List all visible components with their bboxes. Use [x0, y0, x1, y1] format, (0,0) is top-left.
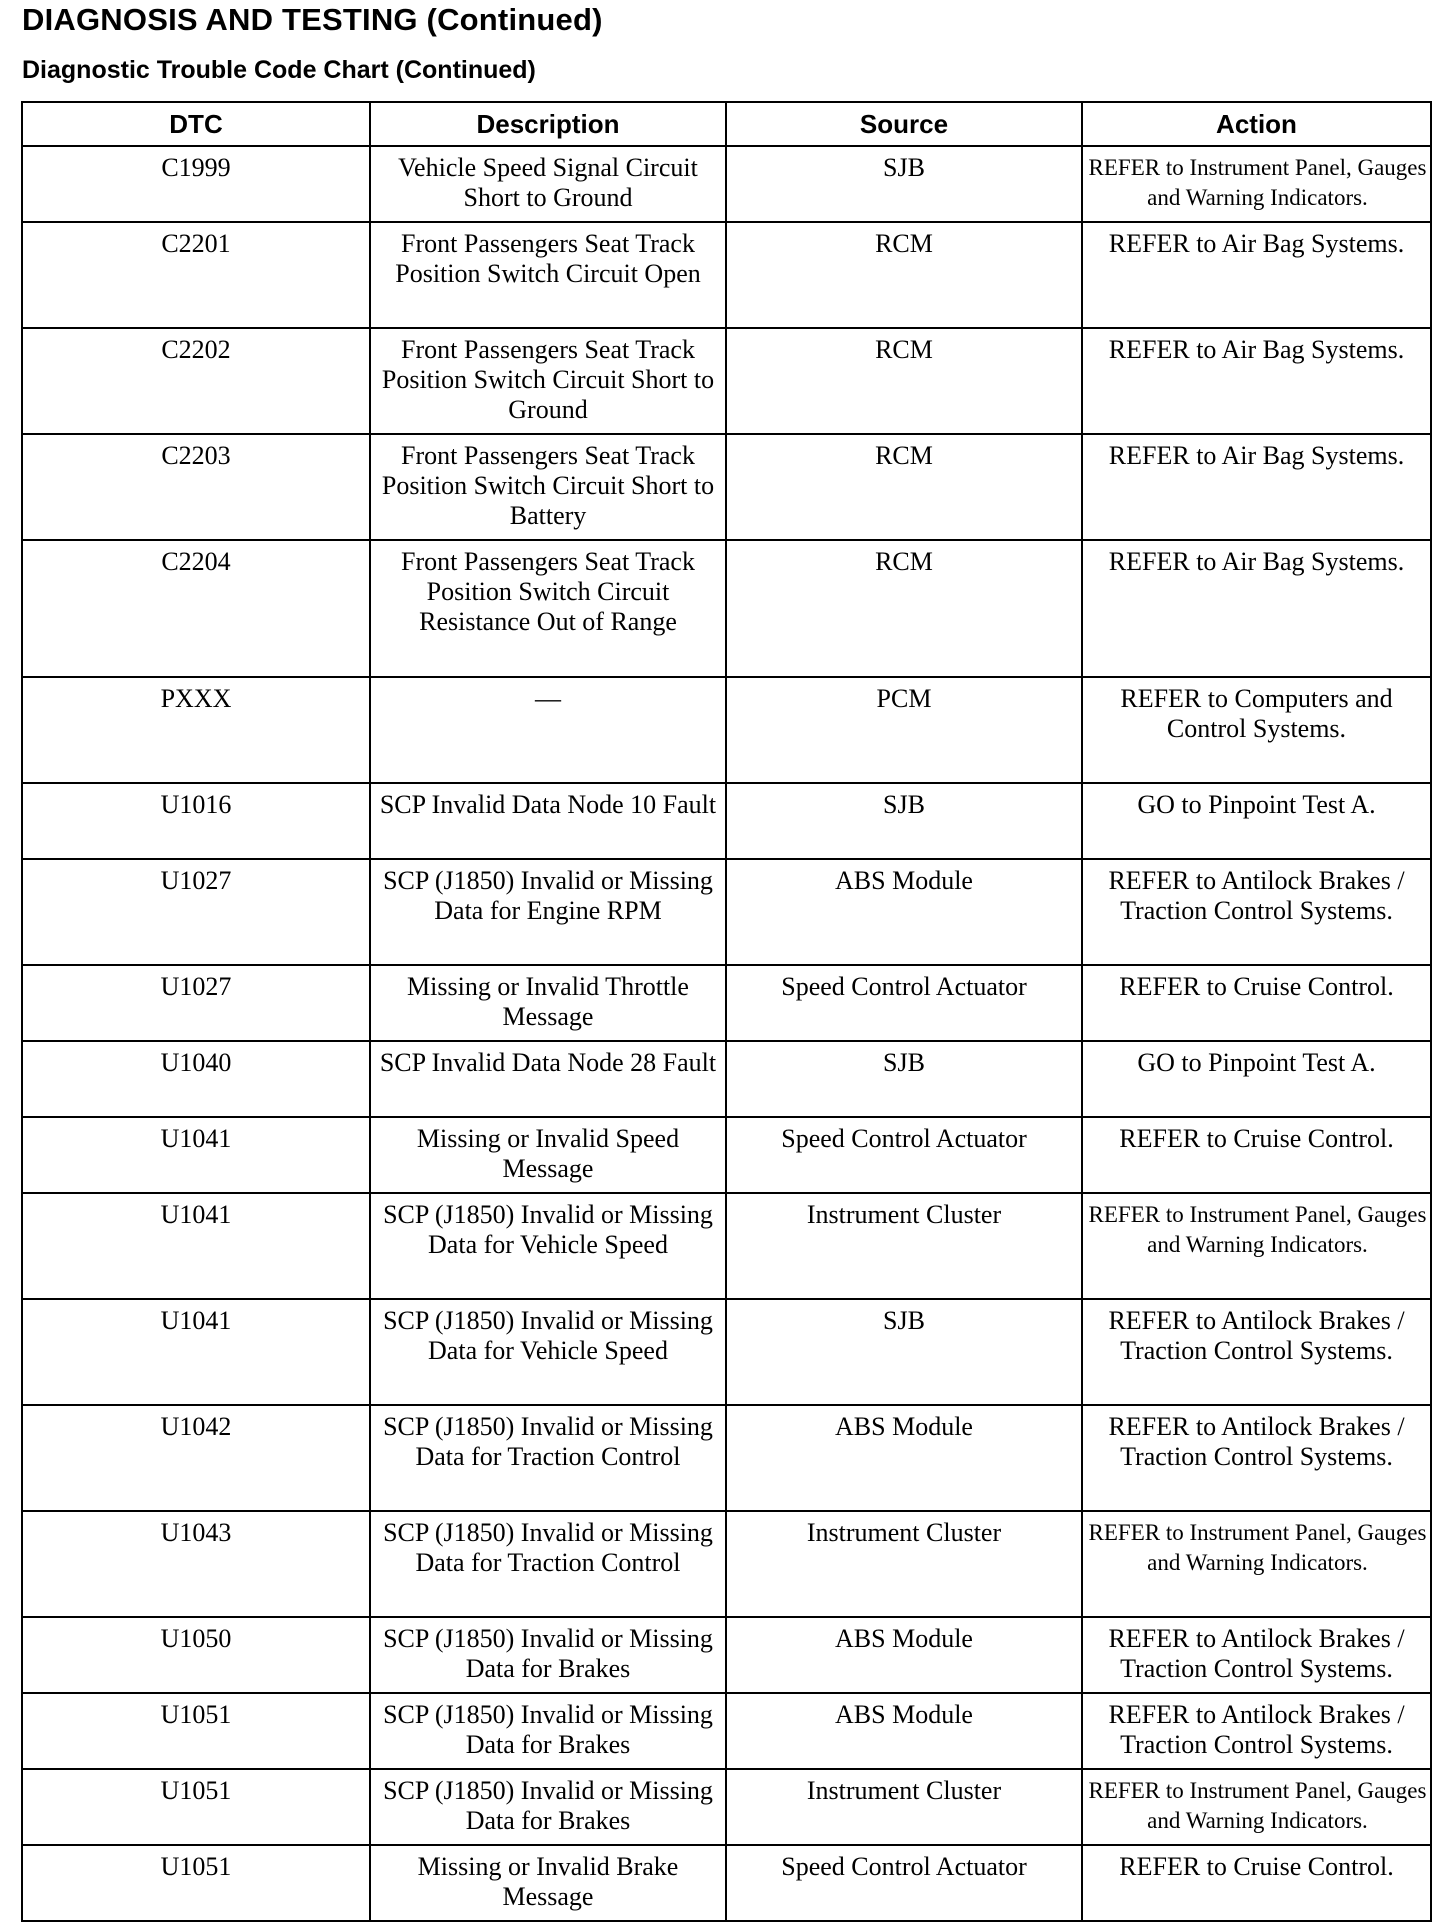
dtc-cell: U1040 — [22, 1041, 370, 1117]
source-cell: Instrument Cluster — [726, 1193, 1082, 1299]
action-cell: REFER to Air Bag Systems. — [1082, 434, 1431, 540]
dtc-chart-table — [21, 101, 1432, 1922]
table-row — [22, 965, 1431, 1041]
action-cell: REFER to Antilock Brakes / Traction Control Systems. — [1082, 859, 1431, 965]
source-cell: SJB — [726, 1041, 1082, 1117]
dtc-cell: U1051 — [22, 1693, 370, 1769]
dtc-cell: C2201 — [22, 222, 370, 328]
header-description: Description — [370, 102, 726, 146]
table-row — [22, 1693, 1431, 1769]
table-row — [22, 1845, 1431, 1921]
action-text: REFER to Instrument Panel, Gauges and Warning Indicators. — [1088, 1778, 1427, 1833]
source-cell: RCM — [726, 328, 1082, 434]
table-row — [22, 1193, 1431, 1299]
header-source: Source — [726, 102, 1082, 146]
action-cell: REFER to Air Bag Systems. — [1082, 540, 1431, 677]
action-cell: GO to Pinpoint Test A. — [1082, 1041, 1431, 1117]
dtc-cell: U1041 — [22, 1299, 370, 1405]
dtc-cell: U1027 — [22, 859, 370, 965]
source-cell: Speed Control Actuator — [726, 1117, 1082, 1193]
table-row — [22, 540, 1431, 677]
table-row — [22, 222, 1431, 328]
description-cell: Front Passengers Seat Track Position Switch Circuit Open — [370, 222, 726, 328]
dtc-cell: U1042 — [22, 1405, 370, 1511]
action-text: REFER to Instrument Panel, Gauges and Warning Indicators. — [1088, 1520, 1427, 1575]
description-cell: SCP (J1850) Invalid or Missing Data for Traction Control — [370, 1511, 726, 1617]
table-row — [22, 677, 1431, 783]
description-cell: SCP (J1850) Invalid or Missing Data for Brakes — [370, 1769, 726, 1845]
source-cell: ABS Module — [726, 1405, 1082, 1511]
dtc-cell: U1041 — [22, 1117, 370, 1193]
dtc-cell: PXXX — [22, 677, 370, 783]
action-cell: REFER to Antilock Brakes / Traction Control Systems. — [1082, 1617, 1431, 1693]
description-cell: SCP Invalid Data Node 28 Fault — [370, 1041, 726, 1117]
dtc-cell: U1016 — [22, 783, 370, 859]
dtc-cell: U1041 — [22, 1193, 370, 1299]
table-row — [22, 1617, 1431, 1693]
table-row — [22, 1299, 1431, 1405]
action-cell — [1082, 146, 1431, 222]
action-cell: REFER to Computers and Control Systems. — [1082, 677, 1431, 783]
description-cell: SCP (J1850) Invalid or Missing Data for Vehicle Speed — [370, 1299, 726, 1405]
source-cell: SJB — [726, 783, 1082, 859]
table-row — [22, 146, 1431, 222]
dtc-cell: C2203 — [22, 434, 370, 540]
action-cell: REFER to Cruise Control. — [1082, 1117, 1431, 1193]
table-header-row — [22, 102, 1431, 146]
dtc-cell: U1050 — [22, 1617, 370, 1693]
action-text: REFER to Instrument Panel, Gauges and Warning Indicators. — [1088, 155, 1427, 210]
action-cell — [1082, 1511, 1431, 1617]
dtc-cell: C2204 — [22, 540, 370, 677]
description-cell: Front Passengers Seat Track Position Switch Circuit Resistance Out of Range — [370, 540, 726, 677]
table-row — [22, 1117, 1431, 1193]
description-cell: Missing or Invalid Throttle Message — [370, 965, 726, 1041]
action-cell: REFER to Air Bag Systems. — [1082, 328, 1431, 434]
action-cell: GO to Pinpoint Test A. — [1082, 783, 1431, 859]
source-cell: Speed Control Actuator — [726, 965, 1082, 1041]
table-row — [22, 434, 1431, 540]
table-row — [22, 1405, 1431, 1511]
description-cell: Front Passengers Seat Track Position Switch Circuit Short to Battery — [370, 434, 726, 540]
action-text: REFER to Instrument Panel, Gauges and Warning Indicators. — [1088, 1202, 1427, 1257]
action-cell — [1082, 1193, 1431, 1299]
table-row — [22, 783, 1431, 859]
source-cell: RCM — [726, 434, 1082, 540]
section-subtitle: Diagnostic Trouble Code Chart (Continued) — [22, 56, 536, 84]
dtc-cell: C2202 — [22, 328, 370, 434]
source-cell: RCM — [726, 540, 1082, 677]
table-row — [22, 1769, 1431, 1845]
header-dtc: DTC — [22, 102, 370, 146]
dtc-cell: U1051 — [22, 1769, 370, 1845]
description-cell: SCP (J1850) Invalid or Missing Data for Brakes — [370, 1617, 726, 1693]
action-cell: REFER to Air Bag Systems. — [1082, 222, 1431, 328]
table-row — [22, 328, 1431, 434]
description-cell: Missing or Invalid Brake Message — [370, 1845, 726, 1921]
source-cell: Instrument Cluster — [726, 1769, 1082, 1845]
description-cell: SCP Invalid Data Node 10 Fault — [370, 783, 726, 859]
action-cell: REFER to Cruise Control. — [1082, 965, 1431, 1041]
dtc-cell: U1051 — [22, 1845, 370, 1921]
dtc-cell: U1027 — [22, 965, 370, 1041]
source-cell: ABS Module — [726, 1693, 1082, 1769]
source-cell: SJB — [726, 1299, 1082, 1405]
action-cell — [1082, 1769, 1431, 1845]
source-cell: ABS Module — [726, 859, 1082, 965]
description-cell: Vehicle Speed Signal Circuit Short to Ground — [370, 146, 726, 222]
page-title: DIAGNOSIS AND TESTING (Continued) — [22, 2, 603, 37]
action-cell: REFER to Antilock Brakes / Traction Control Systems. — [1082, 1299, 1431, 1405]
table-row — [22, 859, 1431, 965]
action-cell: REFER to Antilock Brakes / Traction Control Systems. — [1082, 1405, 1431, 1511]
header-action: Action — [1082, 102, 1431, 146]
description-cell: SCP (J1850) Invalid or Missing Data for Vehicle Speed — [370, 1193, 726, 1299]
description-cell: Missing or Invalid Speed Message — [370, 1117, 726, 1193]
source-cell: PCM — [726, 677, 1082, 783]
description-cell: SCP (J1850) Invalid or Missing Data for Traction Control — [370, 1405, 726, 1511]
source-cell: RCM — [726, 222, 1082, 328]
table-row — [22, 1041, 1431, 1117]
dtc-cell: C1999 — [22, 146, 370, 222]
action-cell: REFER to Cruise Control. — [1082, 1845, 1431, 1921]
description-cell: SCP (J1850) Invalid or Missing Data for Brakes — [370, 1693, 726, 1769]
description-cell: — — [370, 677, 726, 783]
source-cell: Speed Control Actuator — [726, 1845, 1082, 1921]
source-cell: SJB — [726, 146, 1082, 222]
source-cell: Instrument Cluster — [726, 1511, 1082, 1617]
source-cell: ABS Module — [726, 1617, 1082, 1693]
table-row — [22, 1511, 1431, 1617]
action-cell: REFER to Antilock Brakes / Traction Control Systems. — [1082, 1693, 1431, 1769]
description-cell: Front Passengers Seat Track Position Switch Circuit Short to Ground — [370, 328, 726, 434]
description-cell: SCP (J1850) Invalid or Missing Data for Engine RPM — [370, 859, 726, 965]
dtc-cell: U1043 — [22, 1511, 370, 1617]
